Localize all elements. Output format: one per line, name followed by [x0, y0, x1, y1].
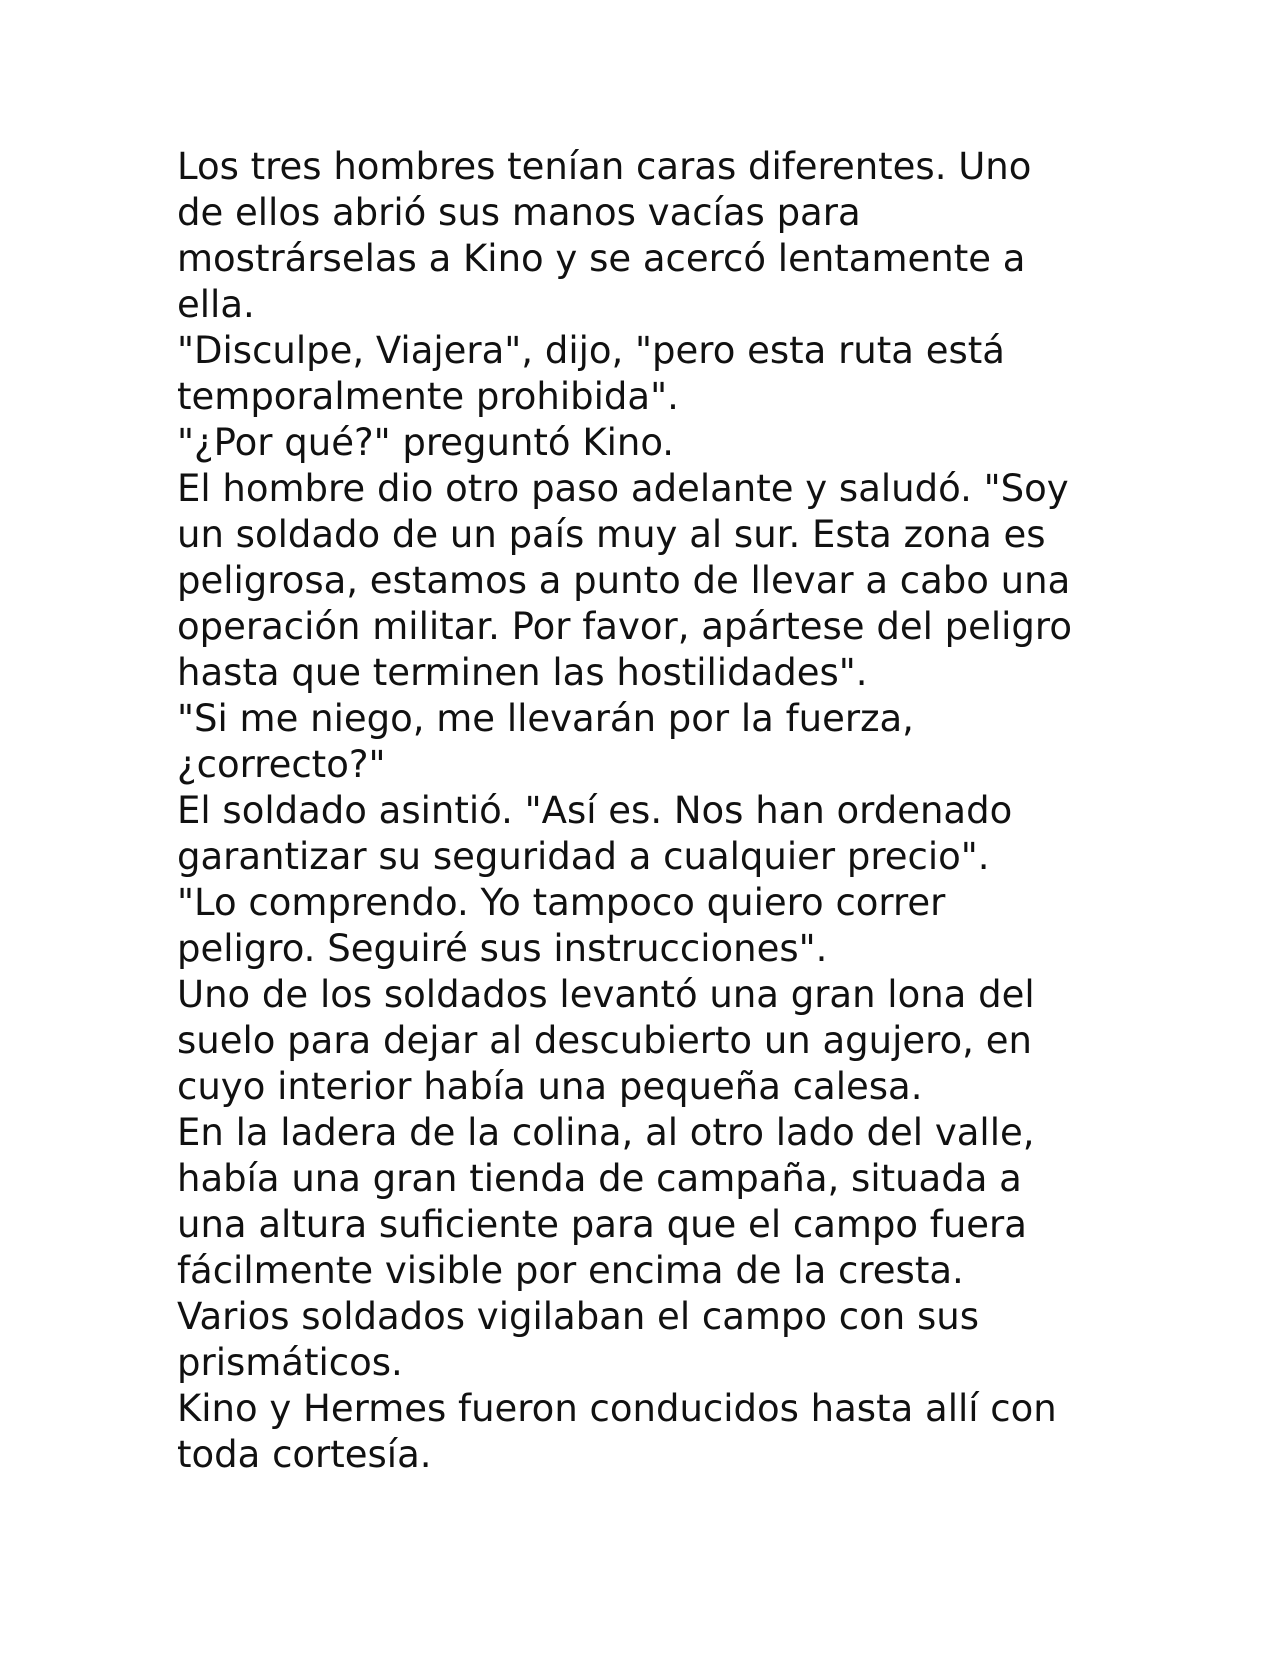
paragraph: "¿Por qué?" preguntó Kino.	[177, 421, 675, 464]
paragraph: El soldado asintió. "Así es. Nos han ordenado garantizar su seguridad a cualquier precio".	[177, 789, 1013, 878]
paragraph: "Disculpe, Viajera", dijo, "pero esta ruta está temporalmente prohibida".	[177, 329, 1005, 418]
paragraph: En la ladera de la colina, al otro lado del valle, había una gran tienda de campaña, situada a una altura suficiente para que el campo fuera fácilmente visible por encima de la cresta.	[177, 1111, 1035, 1292]
paragraph: Varios soldados vigilaban el campo con sus prismáticos.	[177, 1295, 980, 1384]
paragraph: "Si me niego, me llevarán por la fuerza, ¿correcto?"	[177, 697, 914, 786]
body-text	[177, 144, 1107, 1478]
paragraph: Los tres hombres tenían caras diferentes. Uno de ellos abrió sus manos vacías para mostrárselas a Kino y se acercó lentamente a ella.	[177, 145, 1032, 326]
paragraph: El hombre dio otro paso adelante y saludó. "Soy un soldado de un país muy al sur. Esta zona es peligrosa, estamos a punto de llevar a cabo una operación militar. Por favor, apártese del peligro hasta que terminen las hostilidades".	[177, 467, 1072, 694]
paragraph: Uno de los soldados levantó una gran lona del suelo para dejar al descubierto un agujero, en cuyo interior había una pequeña calesa.	[177, 973, 1035, 1108]
paragraph: Kino y Hermes fueron conducidos hasta allí con toda cortesía.	[177, 1387, 1057, 1476]
paragraph: "Lo comprendo. Yo tampoco quiero correr peligro. Seguiré sus instrucciones".	[177, 881, 946, 970]
